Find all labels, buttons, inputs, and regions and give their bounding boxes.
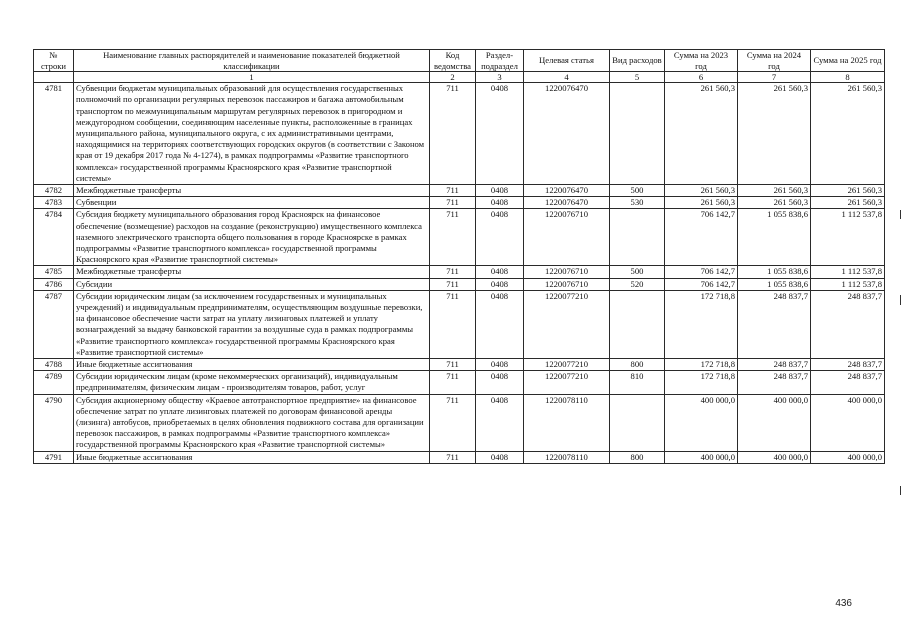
row-sum-2023: 172 718,8 — [665, 359, 738, 371]
row-name: Субсидия акционерному обществу «Краевое автотранспортное предприятие» на финансовое обеспечение затрат по уплате лизинговых платежей по договорам финансовой аренды (лизинга) автобусов, приобретаемых в целях обновления подвижного состава для организации перевозок пассажиров, в рамках подпрограммы «Развитие транспортного комплекса» государственной программы Красноярского края «Развитие транспортной системы» — [74, 394, 430, 451]
row-sum-2025: 248 837,7 — [811, 371, 885, 394]
row-number: 4783 — [34, 197, 74, 209]
table-row — [34, 278, 885, 290]
row-target: 1220078110 — [524, 451, 610, 463]
table-row — [34, 359, 885, 371]
header-row-no: № строки — [34, 50, 74, 72]
row-dept-code: 711 — [430, 290, 476, 358]
row-number: 4782 — [34, 185, 74, 197]
row-sum-2025: 1 112 537,8 — [811, 278, 885, 290]
header-exp-type: Вид расходов — [610, 50, 665, 72]
row-section: 0408 — [476, 371, 524, 394]
row-target: 1220076710 — [524, 209, 610, 266]
row-dept-code: 711 — [430, 83, 476, 185]
scan-margin-mark — [900, 486, 901, 495]
row-sum-2024: 261 560,3 — [738, 185, 811, 197]
table-row — [34, 394, 885, 451]
row-sum-2023: 261 560,3 — [665, 83, 738, 185]
row-sum-2023: 706 142,7 — [665, 278, 738, 290]
header-sum-2025: Сумма на 2025 год — [811, 50, 885, 72]
scan-margin-mark — [900, 295, 901, 305]
row-target: 1220076710 — [524, 278, 610, 290]
row-sum-2023: 261 560,3 — [665, 197, 738, 209]
row-sum-2024: 261 560,3 — [738, 83, 811, 185]
row-exp-type — [610, 394, 665, 451]
row-dept-code: 711 — [430, 185, 476, 197]
row-sum-2025: 261 560,3 — [811, 197, 885, 209]
row-dept-code: 711 — [430, 394, 476, 451]
row-section: 0408 — [476, 83, 524, 185]
table-row — [34, 83, 885, 185]
column-number-row — [34, 72, 885, 83]
row-sum-2023: 400 000,0 — [665, 451, 738, 463]
row-section: 0408 — [476, 185, 524, 197]
row-target: 1220077210 — [524, 371, 610, 394]
row-target: 1220077210 — [524, 359, 610, 371]
row-exp-type: 520 — [610, 278, 665, 290]
row-name: Субсидии — [74, 278, 430, 290]
row-sum-2024: 1 055 838,6 — [738, 209, 811, 266]
row-name: Межбюджетные трансферты — [74, 266, 430, 278]
row-dept-code: 711 — [430, 359, 476, 371]
row-number: 4785 — [34, 266, 74, 278]
row-exp-type — [610, 209, 665, 266]
row-name: Субсидия бюджету муниципального образования город Красноярск на финансовое обеспечение (возмещение) расходов на создание (реконструкцию) имущественного комплекса наземного электрического транспорта общего пользования в городе Красноярске в рамках подпрограммы «Развитие транспортного комплекса» государственной программы Красноярского края «Развитие транспортной системы» — [74, 209, 430, 266]
row-sum-2024: 400 000,0 — [738, 451, 811, 463]
row-sum-2023: 400 000,0 — [665, 394, 738, 451]
row-sum-2023: 261 560,3 — [665, 185, 738, 197]
row-target: 1220076710 — [524, 266, 610, 278]
row-name: Субвенции бюджетам муниципальных образований для осуществления государственных полномочий по организации регулярных перевозок пассажиров и багажа автомобильным транспортом по межмуниципальным маршрутам регулярных перевозок в пригородном и междугородном сообщении, соединяющим населенные пункты, расположенные в границах муниципального района, муниципального округа, с их административными центрами, находящимися на территориях соответствующих городских округов (в соответствии с Законом края от 19 декабря 2017 года № 4-1274), в рамках подпрограммы «Развитие транспортного комплекса» государственной программы Красноярского края «Развитие транспортной системы» — [74, 83, 430, 185]
row-section: 0408 — [476, 451, 524, 463]
row-section: 0408 — [476, 394, 524, 451]
column-number: 5 — [610, 72, 665, 83]
row-dept-code: 711 — [430, 197, 476, 209]
row-sum-2024: 261 560,3 — [738, 197, 811, 209]
row-sum-2023: 706 142,7 — [665, 209, 738, 266]
table-row — [34, 451, 885, 463]
budget-table — [33, 49, 885, 464]
row-target: 1220076470 — [524, 197, 610, 209]
column-number — [34, 72, 74, 83]
header-dept: Код ведомства — [430, 50, 476, 72]
row-exp-type: 810 — [610, 371, 665, 394]
row-number: 4784 — [34, 209, 74, 266]
row-name: Иные бюджетные ассигнования — [74, 451, 430, 463]
row-sum-2024: 1 055 838,6 — [738, 266, 811, 278]
column-number: 6 — [665, 72, 738, 83]
row-exp-type: 800 — [610, 451, 665, 463]
row-number: 4790 — [34, 394, 74, 451]
row-dept-code: 711 — [430, 209, 476, 266]
row-section: 0408 — [476, 197, 524, 209]
header-target: Целевая статья — [524, 50, 610, 72]
row-sum-2024: 248 837,7 — [738, 371, 811, 394]
column-number: 2 — [430, 72, 476, 83]
table-row — [34, 266, 885, 278]
column-number: 7 — [738, 72, 811, 83]
row-target: 1220076470 — [524, 83, 610, 185]
row-name: Субсидии юридическим лицам (за исключением государственных и муниципальных учреждений) и индивидуальным предпринимателям, осуществляющим воздушные перевозки, на финансовое обеспечение части затрат на уплату лизинговых платежей и уплату вознаграждений за выдачу банковской гарантии за воздушные суда в рамках подпрограммы «Развитие транспортного комплекса» государственной программы Красноярского края «Развитие транспортной системы» — [74, 290, 430, 358]
header-section: Раздел-подраздел — [476, 50, 524, 72]
row-sum-2025: 248 837,7 — [811, 359, 885, 371]
header-sum-2024: Сумма на 2024 год — [738, 50, 811, 72]
header-sum-2023: Сумма на 2023 год — [665, 50, 738, 72]
scan-margin-mark — [900, 210, 901, 219]
row-name: Субвенции — [74, 197, 430, 209]
row-number: 4786 — [34, 278, 74, 290]
row-number: 4781 — [34, 83, 74, 185]
row-sum-2025: 400 000,0 — [811, 451, 885, 463]
row-dept-code: 711 — [430, 451, 476, 463]
row-sum-2025: 400 000,0 — [811, 394, 885, 451]
row-number: 4788 — [34, 359, 74, 371]
row-number: 4787 — [34, 290, 74, 358]
row-name: Межбюджетные трансферты — [74, 185, 430, 197]
row-sum-2025: 1 112 537,8 — [811, 209, 885, 266]
row-section: 0408 — [476, 290, 524, 358]
header-name: Наименование главных распорядителей и наименование показателей бюджетной классификации — [74, 50, 430, 72]
row-exp-type: 500 — [610, 185, 665, 197]
row-sum-2023: 172 718,8 — [665, 371, 738, 394]
row-exp-type — [610, 290, 665, 358]
row-dept-code: 711 — [430, 266, 476, 278]
row-sum-2023: 172 718,8 — [665, 290, 738, 358]
row-exp-type: 800 — [610, 359, 665, 371]
table-row — [34, 371, 885, 394]
table-row — [34, 197, 885, 209]
column-number: 1 — [74, 72, 430, 83]
row-name: Иные бюджетные ассигнования — [74, 359, 430, 371]
table-row — [34, 290, 885, 358]
row-section: 0408 — [476, 278, 524, 290]
column-number: 4 — [524, 72, 610, 83]
table-row — [34, 209, 885, 266]
row-sum-2025: 261 560,3 — [811, 83, 885, 185]
page-number: 436 — [835, 598, 852, 609]
row-sum-2025: 1 112 537,8 — [811, 266, 885, 278]
row-sum-2024: 1 055 838,6 — [738, 278, 811, 290]
row-exp-type: 500 — [610, 266, 665, 278]
row-sum-2023: 706 142,7 — [665, 266, 738, 278]
row-sum-2025: 248 837,7 — [811, 290, 885, 358]
row-exp-type — [610, 83, 665, 185]
table-row — [34, 185, 885, 197]
row-dept-code: 711 — [430, 278, 476, 290]
row-sum-2024: 400 000,0 — [738, 394, 811, 451]
column-number: 3 — [476, 72, 524, 83]
row-target: 1220078110 — [524, 394, 610, 451]
row-dept-code: 711 — [430, 371, 476, 394]
row-exp-type: 530 — [610, 197, 665, 209]
table-body — [34, 83, 885, 464]
row-section: 0408 — [476, 266, 524, 278]
column-number: 8 — [811, 72, 885, 83]
row-number: 4789 — [34, 371, 74, 394]
row-target: 1220076470 — [524, 185, 610, 197]
row-name: Субсидии юридическим лицам (кроме некоммерческих организаций), индивидуальным предпринимателям, физическим лицам - производителям товаров, работ, услуг — [74, 371, 430, 394]
row-number: 4791 — [34, 451, 74, 463]
row-section: 0408 — [476, 209, 524, 266]
row-sum-2024: 248 837,7 — [738, 290, 811, 358]
table-header — [34, 50, 885, 83]
row-section: 0408 — [476, 359, 524, 371]
row-sum-2024: 248 837,7 — [738, 359, 811, 371]
row-target: 1220077210 — [524, 290, 610, 358]
row-sum-2025: 261 560,3 — [811, 185, 885, 197]
